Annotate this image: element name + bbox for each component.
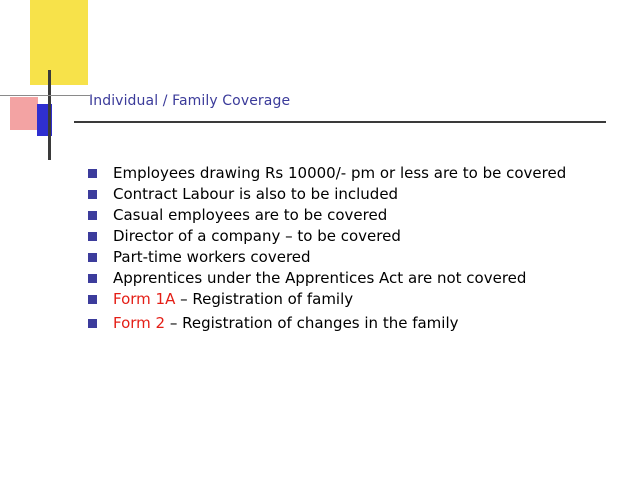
square-bullet-icon (88, 211, 97, 220)
bullet-text: Employees drawing Rs 10000/- pm or less are to be covered (113, 164, 567, 182)
list-item (88, 289, 628, 310)
bullet-text: – Registration of changes in the family (165, 314, 459, 332)
list-item (88, 184, 628, 205)
bullet-text: Part-time workers covered (113, 248, 311, 266)
bullet-list (88, 163, 628, 334)
square-bullet-icon (88, 232, 97, 241)
deco-pink-block (10, 97, 38, 130)
slide-title: Individual / Family Coverage (89, 93, 291, 109)
square-bullet-icon (88, 190, 97, 199)
list-item (88, 313, 628, 334)
corner-decoration (0, 0, 90, 160)
form-1a-highlight: Form 1A (113, 290, 176, 308)
deco-yellow-block (30, 0, 88, 85)
square-bullet-icon (88, 169, 97, 178)
square-bullet-icon (88, 253, 97, 262)
list-item (88, 163, 628, 184)
form-2-highlight: Form 2 (113, 314, 166, 332)
bullet-text: Apprentices under the Apprentices Act are not covered (113, 269, 527, 287)
bullet-text: Contract Labour is also to be included (113, 185, 399, 203)
bullet-text: – Registration of family (175, 290, 354, 308)
list-item (88, 247, 628, 268)
square-bullet-icon (88, 274, 97, 283)
square-bullet-icon (88, 295, 97, 304)
bullet-text: Casual employees are to be covered (113, 206, 388, 224)
square-bullet-icon (88, 319, 97, 328)
title-underline (74, 121, 606, 123)
list-item (88, 268, 628, 289)
deco-horizontal-line (0, 95, 90, 96)
list-item (88, 226, 628, 247)
bullet-text: Director of a company – to be covered (113, 227, 401, 245)
deco-vertical-line (48, 70, 51, 160)
list-item (88, 205, 628, 226)
